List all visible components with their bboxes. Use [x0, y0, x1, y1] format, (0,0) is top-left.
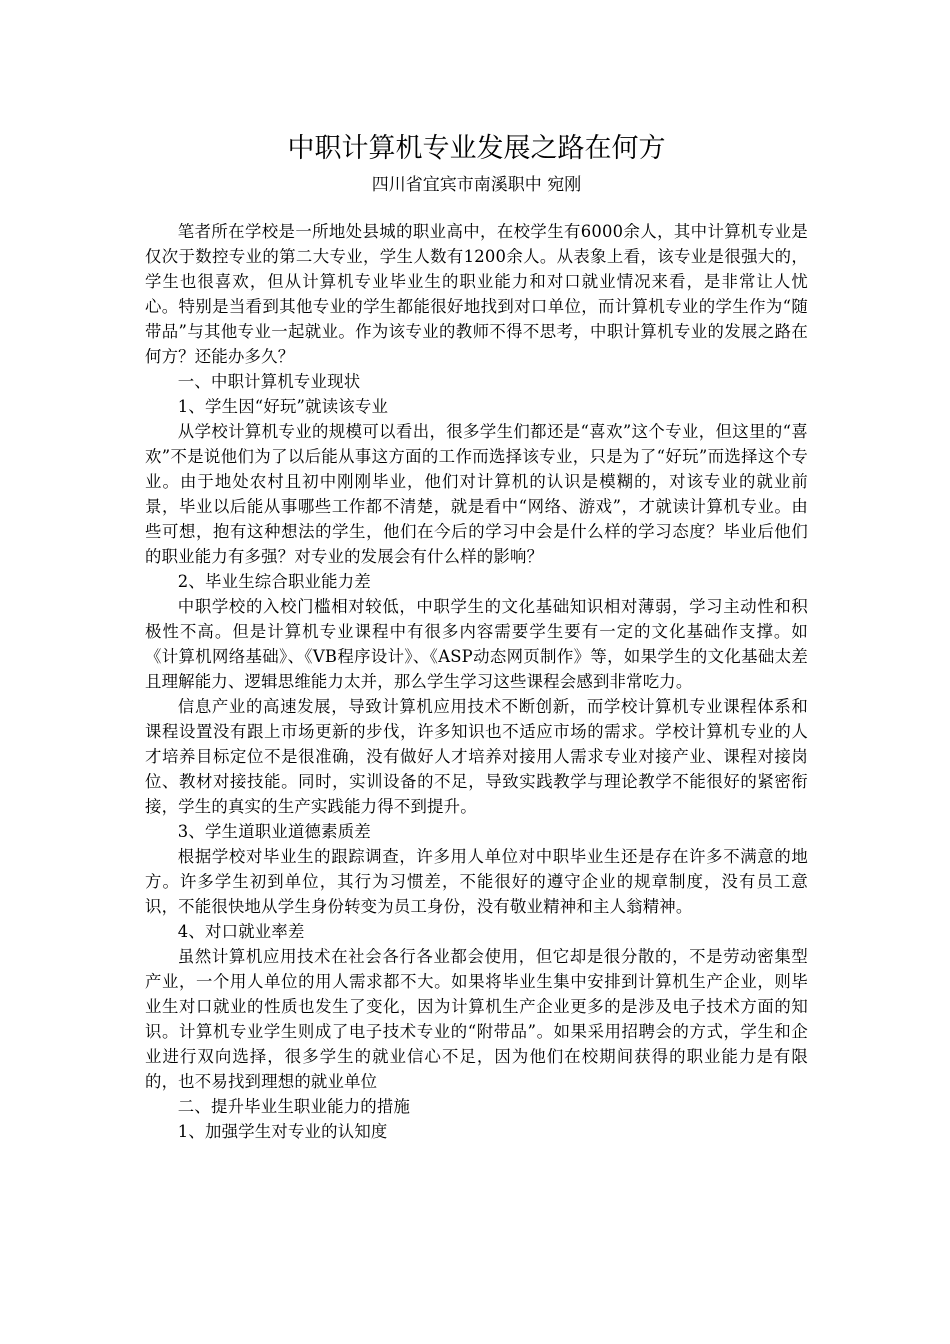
body-paragraph: 根据学校对毕业生的跟踪调查，许多用人单位对中职毕业生还是存在许多不满意的地方。许多学生初到单位，其行为习惯差，不能很好的遵守企业的规章制度，没有员工意识，不能很快地从学生身份转变为员工身份，没有敬业精神和主人翁精神。: [145, 847, 808, 916]
section-heading: 一、中职计算机专业现状: [177, 372, 361, 391]
section-heading: 二、提升毕业生职业能力的措施: [177, 1097, 411, 1116]
body-paragraph: 笔者所在学校是一所地处县城的职业高中，在校学生有6000余人，其中计算机专业是仅次于数控专业的第二大专业，学生人数有1200余人。从表象上看，该专业是很强大的，学生也很喜欢，但从计算机专业毕业生的职业能力和对口就业情况来看，是非常让人忧心。特别是当看到其他专业的学生都能很好地找到对口单位，而计算机专业的学生作为“随带品”与其他专业一起就业。作为该专业的教师不得不思考，中职计算机专业的发展之路在何方？还能办多久？: [145, 222, 808, 366]
section-heading: 4、对口就业率差: [177, 922, 305, 941]
body-paragraph: 从学校计算机专业的规模可以看出，很多学生们都还是“喜欢”这个专业，但这里的“喜欢”不是说他们为了以后能从事这方面的工作而选择该专业，只是为了“好玩”而选择这个专业。由于地处农村且初中刚刚毕业，他们对计算机的认识是模糊的，对该专业的就业前景，毕业以后能从事哪些工作都不清楚，就是看中“网络、游戏”，才就读计算机专业。由些可想，抱有这种想法的学生，他们在今后的学习中会是什么样的学习态度？毕业后他们的职业能力有多强？对专业的发展会有什么样的影响？: [145, 422, 808, 566]
section-heading: 2、毕业生综合职业能力差: [177, 572, 371, 591]
body-paragraph: 信息产业的高速发展，导致计算机应用技术不断创新，而学校计算机专业课程体系和课程设置没有跟上市场更新的步伐，许多知识也不适应市场的需求。学校计算机专业的人才培养目标定位不是很准确，没有做好人才培养对接用人需求专业对接产业、课程对接岗位、教材对接技能。同时，实训设备的不足，导致实践教学与理论教学不能很好的紧密衔接，学生的真实的生产实践能力得不到提升。: [145, 697, 808, 816]
section-heading: 3、学生道职业道德素质差: [177, 822, 371, 841]
section-heading: 1、学生因“好玩”就读该专业: [177, 397, 389, 416]
body-paragraph: 虽然计算机应用技术在社会各行各业都会使用，但它却是很分散的，不是劳动密集型产业，一个用人单位的用人需求都不大。如果将毕业生集中安排到计算机生产企业，则毕业生对口就业的性质也发生了变化，因为计算机生产企业更多的是涉及电子技术方面的知识。计算机专业学生则成了电子技术专业的“附带品”。如果采用招聘会的方式，学生和企业进行双向选择，很多学生的就业信心不足，因为他们在校期间获得的职业能力是有限的，也不易找到理想的就业单位: [145, 947, 808, 1091]
document-page: [145, 126, 808, 1144]
document-author: 四川省宜宾市南溪职中 宛刚: [371, 175, 582, 195]
document-title: 中职计算机专业发展之路在何方: [287, 133, 666, 164]
section-heading: 1、加强学生对专业的认知度: [177, 1122, 388, 1141]
document-body: [145, 219, 808, 1144]
body-paragraph: 中职学校的入校门槛相对较低，中职学生的文化基础知识相对薄弱，学习主动性和积极性不高。但是计算机专业课程中有很多内容需要学生要有一定的文化基础作支撑。如《计算机网络基础》、《VB程序设计》、《ASP动态网页制作》等，如果学生的文化基础太差且理解能力、逻辑思维能力太并，那么学生学习这些课程会感到非常吃力。: [145, 597, 808, 691]
